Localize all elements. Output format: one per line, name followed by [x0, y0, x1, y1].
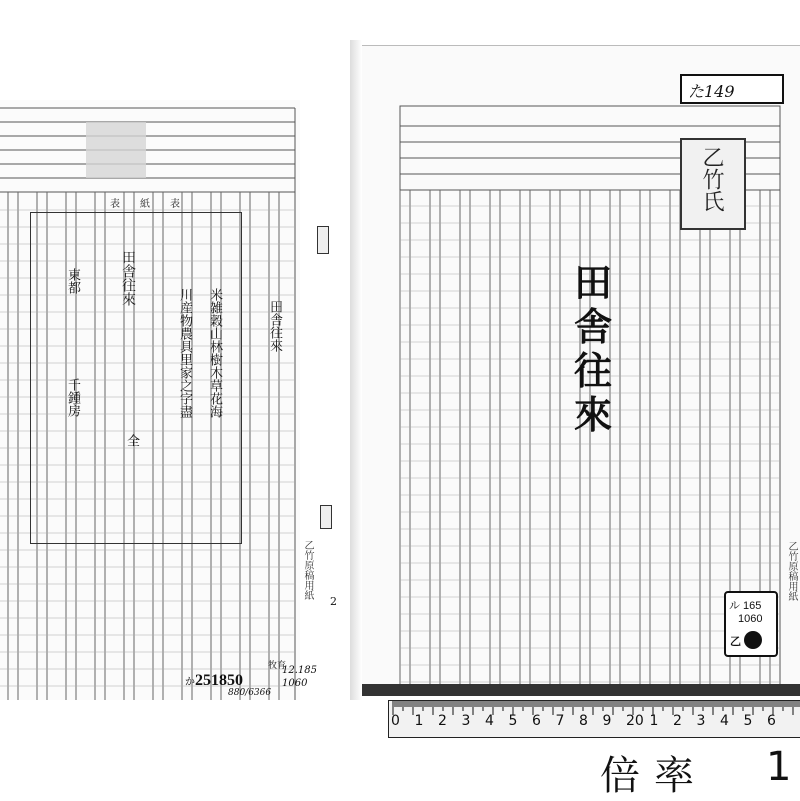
title-char-4: 來: [574, 392, 613, 437]
left-volume-label: 全: [124, 434, 139, 447]
left-page-number: 2: [330, 595, 337, 608]
stamp-number-prefix: か: [185, 677, 195, 688]
left-margin-label: 乙竹原稿用紙: [302, 540, 313, 600]
ruler-number: 20: [626, 713, 644, 729]
ruler-number: 1: [414, 713, 424, 729]
magnification-value: 1: [766, 744, 792, 790]
box-header-char-2: 紙: [140, 199, 170, 210]
handnote-code: 880/6366: [228, 688, 272, 698]
ruler-number: 6: [532, 713, 541, 729]
left-contents-column-2: 川産物農具里家之字盡: [177, 288, 192, 418]
box-header-char-3: 表: [170, 199, 200, 210]
shelf-label-line3: 乙: [730, 635, 741, 648]
ruler-number: 4: [485, 713, 494, 729]
ownership-seal: [680, 138, 746, 230]
publisher-name: 千鍾房: [65, 378, 80, 417]
stamp-number-value: 251850: [195, 672, 243, 689]
ruler-number: 8: [579, 713, 588, 729]
shelf-label-line2: 1060: [738, 613, 763, 625]
title-char-1: 田: [574, 260, 613, 305]
left-title-column: 田舎往來: [120, 250, 136, 306]
ruler-number: 3: [696, 713, 706, 729]
shelf-label-circle: [744, 631, 762, 649]
handnote-mid: 12.185: [282, 665, 317, 676]
ruler-number: 3: [461, 713, 471, 729]
binding-clip-top: [317, 226, 329, 254]
left-contents-column-1: 米雑穀山林樹木草花海: [207, 288, 222, 418]
ruler-ticks: [389, 701, 800, 737]
document-title: [574, 261, 624, 437]
gray-stamp-area: [86, 122, 146, 178]
ruler-number: 5: [508, 713, 518, 729]
measurement-ruler: [388, 700, 800, 738]
seal-text: 乙竹氏: [699, 146, 724, 212]
magnification-label: 倍率: [600, 753, 708, 799]
binding-clip-bottom: [320, 505, 332, 529]
ruler-number: 6: [767, 713, 776, 729]
spine-shadow: [350, 40, 362, 700]
handnote-bottom: 1060: [282, 678, 308, 689]
catalog-label-box: [680, 74, 784, 104]
ruler-number: 9: [602, 713, 612, 729]
ruler-number: 5: [743, 713, 753, 729]
ruler-number: 1: [649, 713, 659, 729]
left-side-title-column: 田舎往來: [267, 300, 282, 352]
right-margin-label: 乙竹原稿用紙: [786, 541, 797, 601]
ruler-number: 4: [720, 713, 729, 729]
ruler-number: 7: [555, 713, 565, 729]
publisher-city: 東都: [65, 268, 80, 294]
box-header-char-1: 表: [110, 199, 140, 210]
cover-box-header: [110, 195, 220, 210]
shelf-label-line1: ル 165: [729, 600, 762, 612]
shelf-label-box: [724, 591, 778, 657]
handnote-top: 牧育: [268, 661, 287, 671]
title-char-3: 往: [574, 348, 613, 393]
ruler-number: 2: [673, 713, 682, 729]
ruler-number: 2: [438, 713, 447, 729]
catalog-label: た149: [688, 82, 735, 101]
left-manuscript-page: [0, 100, 337, 700]
title-char-2: 舎: [574, 304, 613, 349]
right-manuscript-page: [362, 45, 800, 696]
ruler-number: 0: [391, 713, 400, 729]
